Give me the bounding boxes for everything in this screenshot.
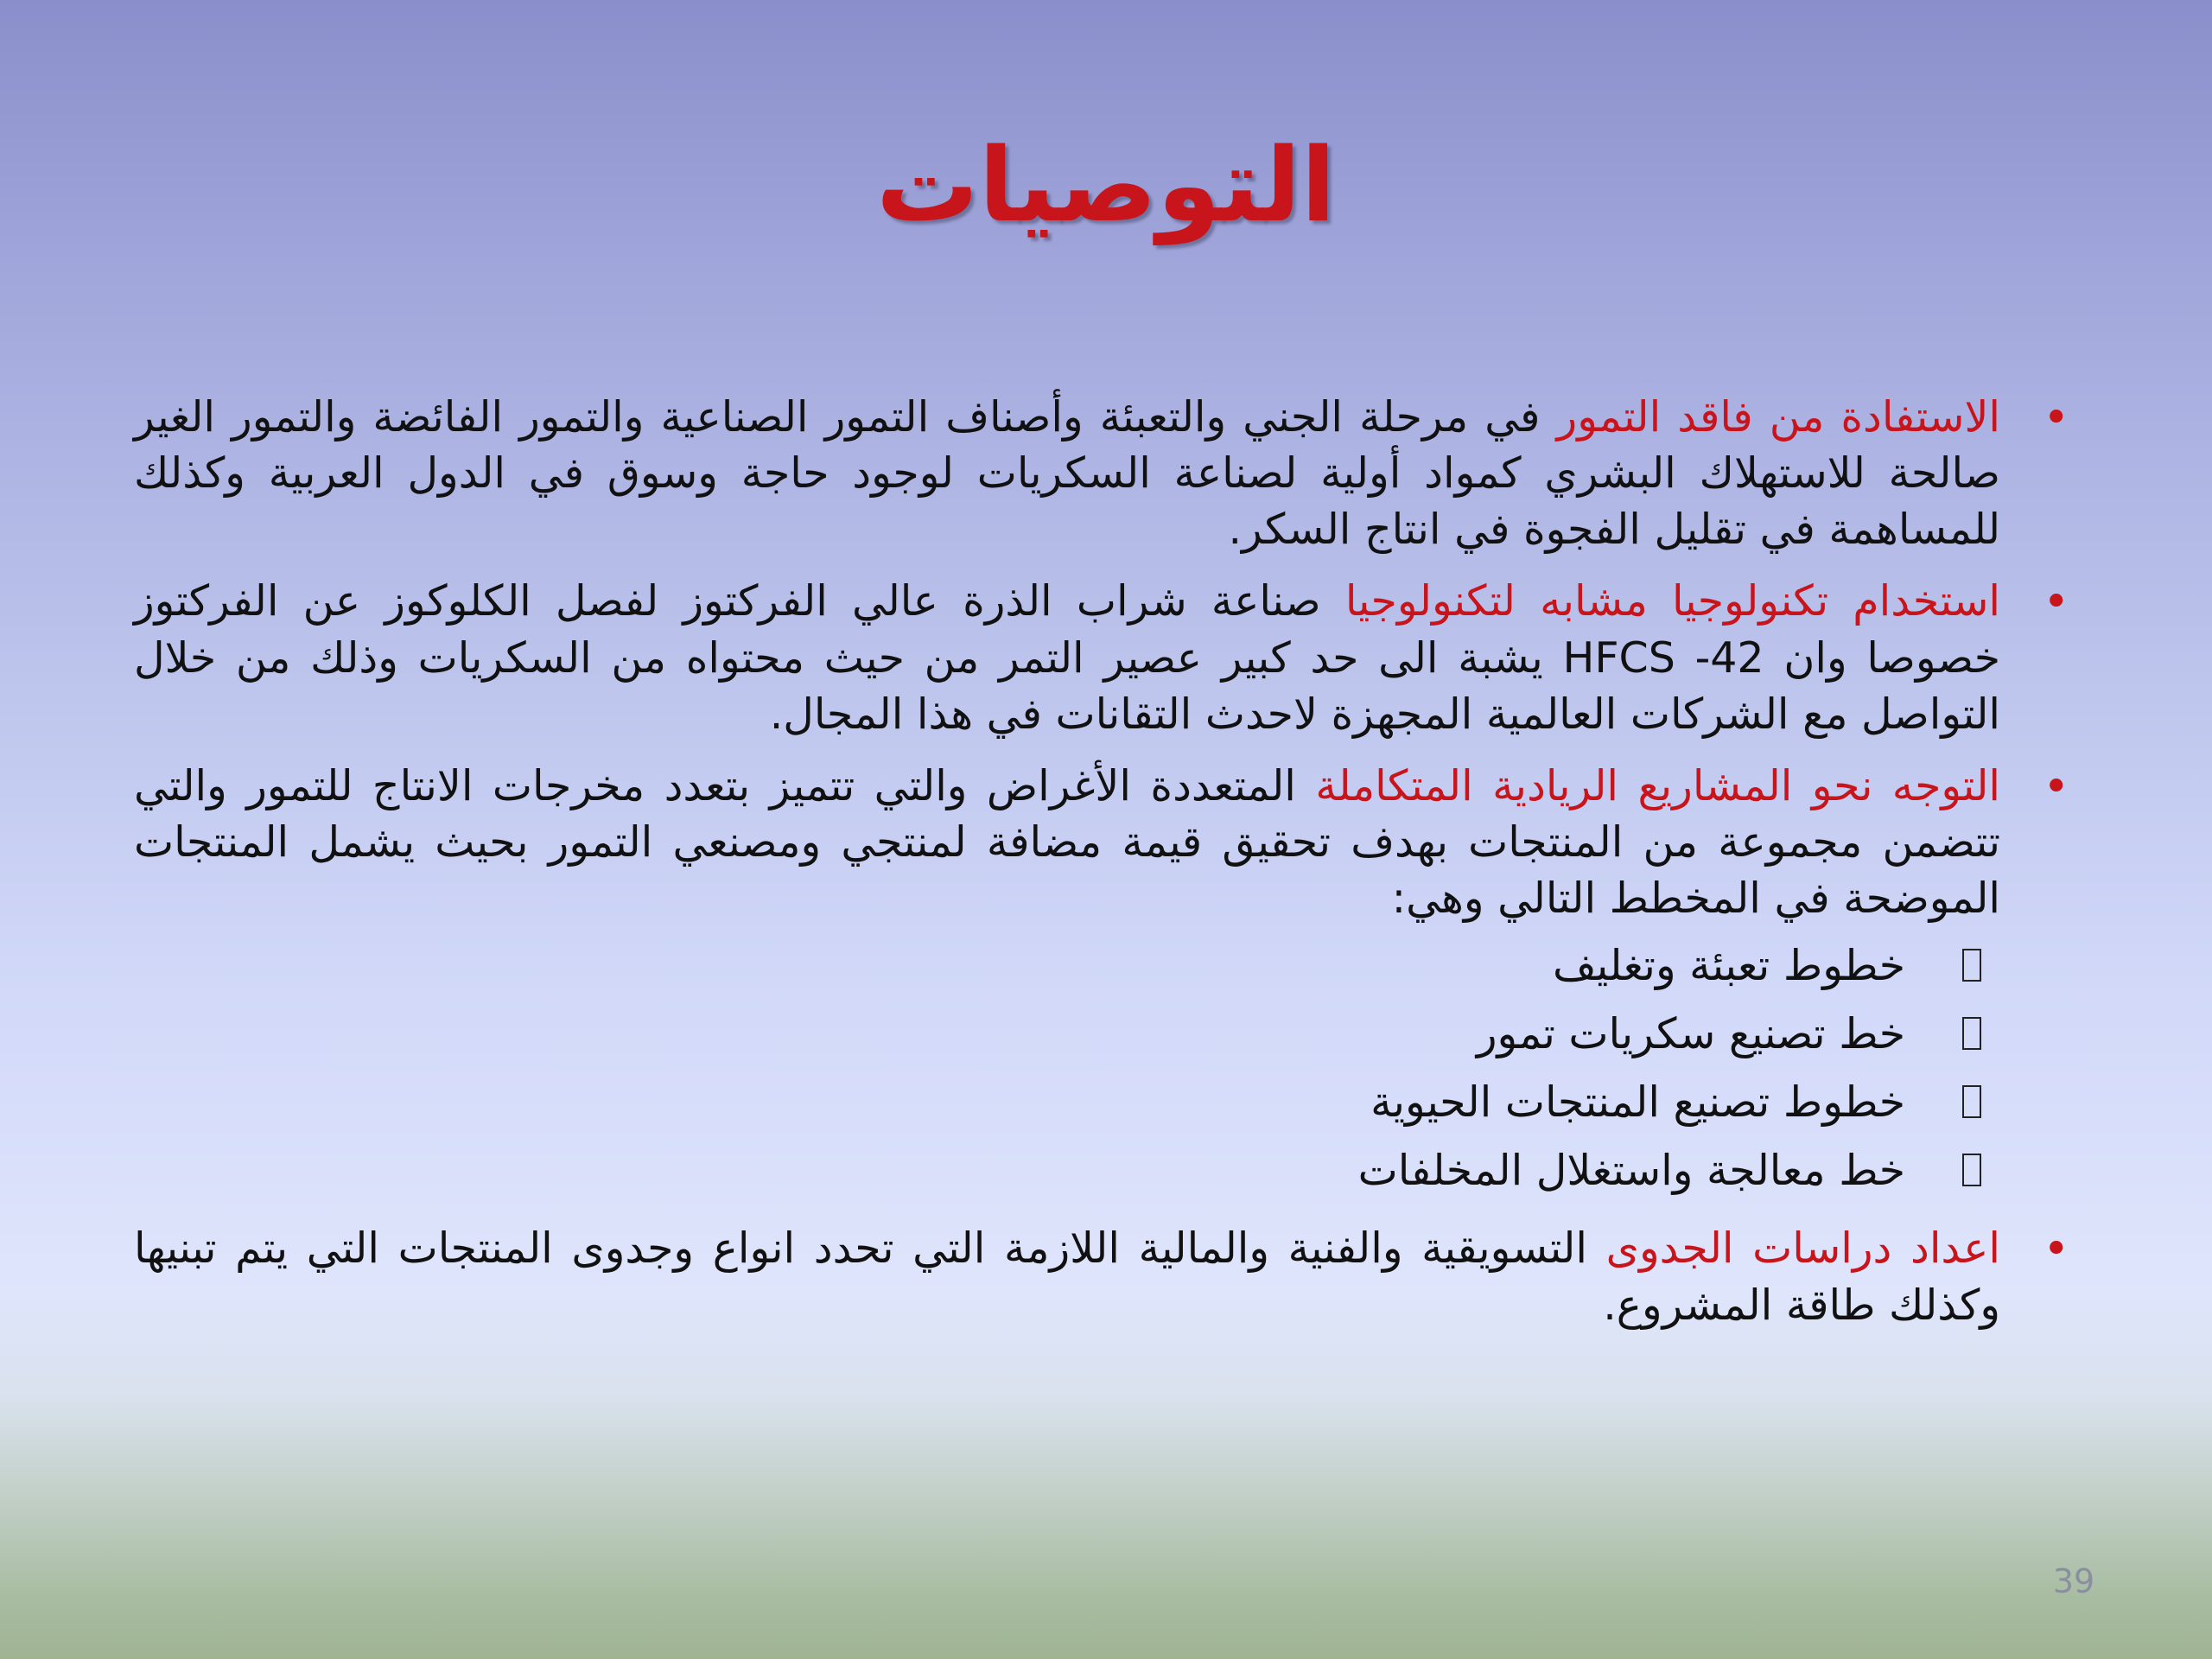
page-number: 39	[2052, 1562, 2095, 1600]
bullet-text: المتعددة الأغراض والتي تتميز بتعدد مخرجات الانتاج للتمور والتي تتضمن مجموعة من المنتجات بهدف تحقيق قيمة مضافة لمنتجي ومصنعي التمور بحيث يشمل المنتجات الموضحة في المخطط التالي وهي:	[134, 760, 2000, 924]
bullet-highlight: الاستفادة من فاقد التمور	[1556, 392, 2000, 442]
checkbox-square-icon	[1962, 1017, 1981, 1050]
list-item-label: خطوط تعبئة وتغليف	[1552, 941, 1905, 991]
list-item	[134, 1136, 2000, 1205]
bullet-item	[134, 389, 2069, 557]
bullet-dot-icon: •	[2043, 392, 2069, 444]
bullet-dot-icon: •	[2043, 760, 2069, 813]
list-item	[134, 1000, 2000, 1068]
product-lines-list	[134, 931, 2000, 1205]
checkbox-square-icon	[1962, 949, 1981, 982]
list-item-label: خط تصنيع سكريات تمور	[1476, 1009, 1905, 1059]
list-item-label: خط معالجة واستغلال المخلفات	[1357, 1146, 1905, 1196]
bullet-item	[134, 758, 2069, 1205]
slide-content	[134, 389, 2069, 1349]
bullet-item	[134, 573, 2069, 741]
bullet-highlight: اعداد دراسات الجدوى	[1605, 1224, 2000, 1274]
list-item-label: خطوط تصنيع المنتجات الحيوية	[1370, 1077, 1905, 1128]
list-item	[134, 1068, 2000, 1136]
bullet-text: صناعة شراب الذرة عالي الفركتوز لفصل الكلوكوز عن الفركتوز خصوصا وان HFCS -42 يشبة الى حد كبير عصير التمر من حيث محتواه من السكريات وذلك من خلال التواصل مع الشركات العالمية المجهزة لاحدث التقانات في هذا المجال.	[134, 576, 2001, 739]
checkbox-square-icon	[1962, 1154, 1981, 1186]
bullet-text: التسويقية والفنية والمالية اللازمة التي تحدد انواع وجدوى المنتجات التي يتم تبنيها وكذلك طاقة المشروع.	[134, 1224, 2000, 1330]
bullet-dot-icon: •	[2043, 1224, 2069, 1276]
list-item	[134, 931, 2000, 1000]
bullet-dot-icon: •	[2043, 576, 2069, 629]
slide-title: التوصيات	[876, 125, 1336, 245]
bullet-highlight: التوجه نحو المشاريع الريادية المتكاملة	[1315, 760, 2000, 810]
bullet-highlight: استخدام تكنولوجيا مشابه لتكنولوجيا	[1344, 576, 2000, 626]
bullet-text: في مرحلة الجني والتعبئة وأصناف التمور الصناعية والتمور الفائضة والتمور الغير صالحة للاستهلاك البشري كمواد أولية لصناعة السكريات لوجود حاجة وسوق في الدول العربية وكذلك للمساهمة في تقليل الفجوة في انتاج السكر.	[134, 392, 2000, 555]
checkbox-square-icon	[1962, 1085, 1981, 1118]
bullet-item	[134, 1220, 2069, 1332]
